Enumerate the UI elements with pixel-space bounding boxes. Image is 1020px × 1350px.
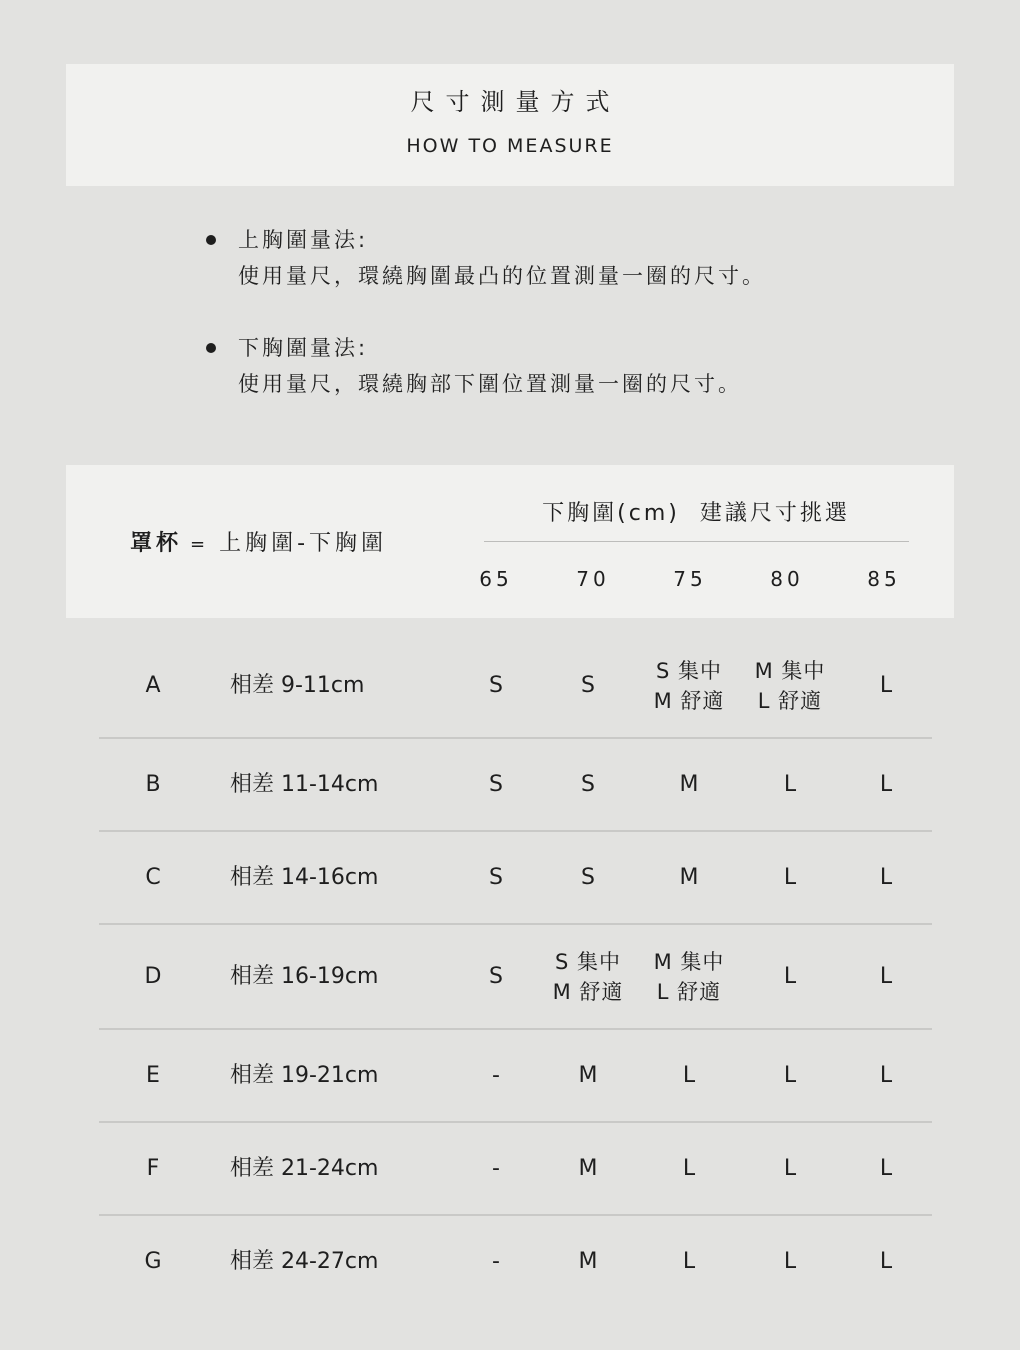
- under-bust-header: [484, 497, 908, 531]
- cup-difference: 相差 9-11cm: [230, 672, 365, 698]
- row-divider: [99, 1028, 932, 1030]
- cup-difference: 相差 21-24cm: [230, 1155, 379, 1181]
- page-title: 尺寸測量方式: [410, 88, 621, 116]
- size-option: M 集中: [653, 949, 725, 974]
- row-divider: [99, 737, 932, 739]
- size-cell: -: [492, 1248, 500, 1274]
- size-header-75: 75: [673, 567, 707, 591]
- size-cell: S: [581, 672, 595, 698]
- cup-difference: 相差 14-16cm: [230, 864, 379, 890]
- under-bust-label: 下胸圍(cm): [542, 501, 680, 526]
- table-row: [0, 738, 1020, 831]
- table-row: [0, 924, 1020, 1029]
- size-cell: L: [783, 1248, 797, 1274]
- size-option: S 集中: [554, 949, 621, 974]
- size-cell: S: [489, 672, 503, 698]
- size-cell: L: [783, 963, 797, 989]
- size-option: S 集中: [655, 658, 722, 683]
- size-cell: L: [682, 1062, 696, 1088]
- size-option: M 舒適: [653, 688, 725, 713]
- size-cell: L: [879, 672, 893, 698]
- cup-label: E: [146, 1062, 160, 1088]
- size-cell: S: [581, 771, 595, 797]
- size-cell: S: [581, 864, 595, 890]
- method-description: 使用量尺，環繞胸圍最凸的位置測量一圈的尺寸。: [238, 264, 766, 288]
- size-cell: S: [489, 963, 503, 989]
- size-cell: L: [783, 1155, 797, 1181]
- size-cell: M: [679, 864, 699, 890]
- header-divider: [484, 541, 909, 542]
- size-cell: M: [578, 1062, 598, 1088]
- cup-label: B: [145, 771, 161, 797]
- method-title: 上胸圍量法:: [238, 228, 369, 252]
- size-option: L 舒適: [656, 979, 722, 1004]
- size-cell: L: [879, 864, 893, 890]
- page-subtitle: HOW TO MEASURE: [406, 135, 614, 157]
- size-cell: L: [879, 771, 893, 797]
- size-cell: -: [492, 1062, 500, 1088]
- size-option: L 舒適: [757, 688, 823, 713]
- size-cell: L: [879, 1248, 893, 1274]
- cup-label: C: [145, 864, 161, 890]
- row-divider: [99, 923, 932, 925]
- cup-difference: 相差 11-14cm: [230, 771, 379, 797]
- size-cell: [548, 924, 628, 1029]
- size-cell: L: [879, 963, 893, 989]
- size-cell: L: [783, 771, 797, 797]
- formula-cup-label: 罩杯: [130, 531, 183, 556]
- row-divider: [99, 1214, 932, 1216]
- bullet-icon: [206, 235, 216, 245]
- size-header-70: 70: [576, 567, 610, 591]
- table-row: [0, 633, 1020, 738]
- table-row: [0, 831, 1020, 924]
- table-row: [0, 1122, 1020, 1215]
- size-cell: L: [783, 1062, 797, 1088]
- cup-label: D: [144, 963, 162, 989]
- size-cell: M: [578, 1248, 598, 1274]
- formula-equals: =: [190, 534, 210, 555]
- size-option: M 集中: [754, 658, 826, 683]
- size-cell: M: [578, 1155, 598, 1181]
- cup-label: G: [144, 1248, 162, 1274]
- size-header-85: 85: [867, 567, 901, 591]
- cup-difference: 相差 24-27cm: [230, 1248, 379, 1274]
- suggest-size-label: 建議尺寸挑選: [699, 501, 850, 526]
- cup-label: F: [146, 1155, 160, 1181]
- size-cell: M: [679, 771, 699, 797]
- size-option: M 舒適: [552, 979, 624, 1004]
- size-cell: L: [879, 1155, 893, 1181]
- table-row: [0, 1029, 1020, 1122]
- size-cell: [744, 633, 836, 738]
- cup-formula: [130, 527, 387, 562]
- size-cell: [643, 924, 735, 1029]
- cup-difference: 相差 19-21cm: [230, 1062, 379, 1088]
- size-cell: -: [492, 1155, 500, 1181]
- size-cell: L: [682, 1248, 696, 1274]
- method-description: 使用量尺，環繞胸部下圍位置測量一圈的尺寸。: [238, 372, 742, 396]
- header-panel: [66, 64, 954, 186]
- size-cell: L: [783, 864, 797, 890]
- cup-label: A: [145, 672, 161, 698]
- size-header-80: 80: [770, 567, 804, 591]
- cup-difference: 相差 16-19cm: [230, 963, 379, 989]
- size-cell: L: [682, 1155, 696, 1181]
- size-cell: S: [489, 864, 503, 890]
- formula-expression: 上胸圍-下胸圍: [219, 531, 388, 556]
- size-cell: L: [879, 1062, 893, 1088]
- bullet-icon: [206, 343, 216, 353]
- table-row: [0, 1215, 1020, 1308]
- row-divider: [99, 1121, 932, 1123]
- size-header-65: 65: [479, 567, 513, 591]
- method-title: 下胸圍量法:: [238, 336, 369, 360]
- row-divider: [99, 830, 932, 832]
- size-cell: [643, 633, 735, 738]
- size-cell: S: [489, 771, 503, 797]
